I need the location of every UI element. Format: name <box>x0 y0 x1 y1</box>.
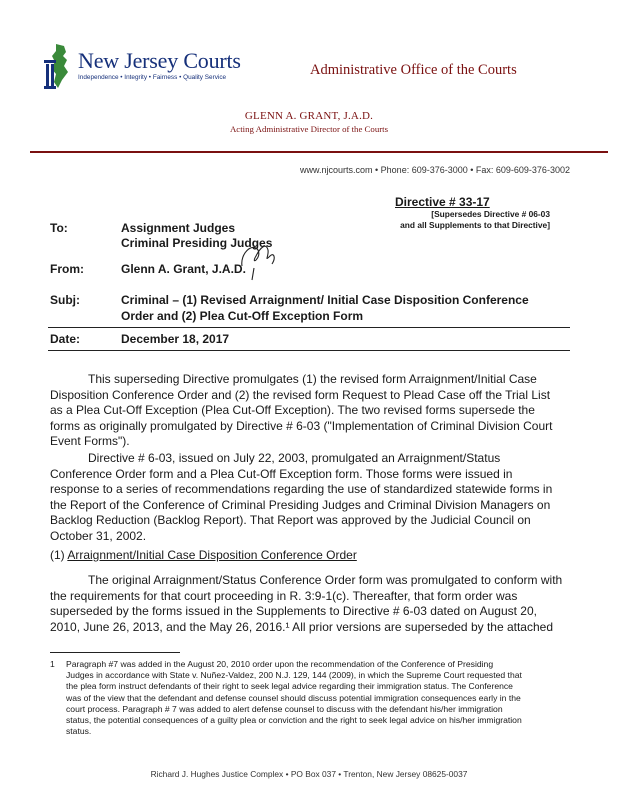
page-footer: Richard J. Hughes Justice Complex • PO Box 037 • Trenton, New Jersey 08625-0037 <box>150 769 468 779</box>
logo-tagline: Independence • Integrity • Fairness • Quality Service <box>78 74 227 81</box>
director-title: Acting Administrative Director of the Courts <box>229 124 389 134</box>
section-heading: (1) Arraignment/Initial Case Disposition Conference Order <box>50 548 357 562</box>
to-label: To: <box>50 221 68 235</box>
date-value: December 18, 2017 <box>121 332 230 346</box>
subj-line-2: Order and (2) Plea Cut-Off Exception Form <box>121 309 364 323</box>
logo-text: New Jersey Courts <box>78 48 241 73</box>
director-name: GLENN A. GRANT, J.A.D. <box>244 110 374 122</box>
paragraph-3: The original Arraignment/Status Conference Order form was promulgated to conform with the requirements for that court proceeding in R. 3:9-1(c). Thereafter, that form order was superseded by the forms issued in the Supplements to Directive # 6-03 dated on August 20, 2010, June 26, 2013, and the May 26, 2016.¹ All prior versions are superseded by the attached <box>50 573 563 634</box>
subj-label: Subj: <box>50 293 80 307</box>
to-line-1: Assignment Judges <box>121 221 236 235</box>
footnote: 1 Paragraph #7 was added in the August 20, 2010 order upon the recommendation of the Conference of Presiding Judges in accordance with State v. Nuñez-Valdez, 200 N.J. 129, 144 (2009), in which the Supreme Court requested that the plea form instruct defendants of their right to seek legal advice regarding their immigration status. The Conference was of the view that the defendant and defense counsel should discuss potential immigration consequences early in the court process. Paragraph # 7 was added to alert defense counsel to discuss with the defendant his/her immigration status, the potential consequences of a guilty plea or conviction and the right to seek legal advice on his/her immigration status. <box>50 659 522 737</box>
paragraph-2: Directive # 6-03, issued on July 22, 2003, promulgated an Arraignment/Status Conference Order form and a Plea Cut-Off Exception form. Those forms were issued in response to a series of recommendations regarding the use of standardized statewide forms in the Report of the Conference of Criminal Presiding Judges and Criminal Division Managers on Backlog Reduction (Backlog Report). That Report was approved by the Judicial Council on October 31, 2002. <box>50 451 553 543</box>
supersedes-line-1: [Supersedes Directive # 06-03 <box>431 209 550 219</box>
subj-line-1: Criminal – (1) Revised Arraignment/ Initial Case Disposition Conference <box>121 293 529 307</box>
directive-number: Directive # 33-17 <box>395 195 490 209</box>
signature-icon <box>236 236 280 282</box>
footnote-divider <box>50 652 180 653</box>
footnote-number: 1 <box>50 659 55 669</box>
nj-state-icon <box>42 42 76 90</box>
office-name: Administrative Office of the Courts <box>310 62 517 78</box>
letterhead-divider <box>30 151 608 153</box>
contact-line: www.njcourts.com • Phone: 609-376-3000 • Fax: 609-609-376-3002 <box>300 165 570 175</box>
header-divider-1 <box>48 327 570 328</box>
from-value: Glenn A. Grant, J.A.D. <box>121 262 246 276</box>
date-label: Date: <box>50 332 81 346</box>
nj-courts-logo <box>42 42 242 92</box>
header-divider-2 <box>48 350 570 351</box>
to-line-2: Criminal Presiding Judges <box>121 236 273 250</box>
from-label: From: <box>50 262 84 276</box>
paragraph-1: This superseding Directive promulgates (1) the revised form Arraignment/Initial Case Disposition Conference Order and (2) the revised form Request to Plead Case off the Trial List as a Plea Cut-Off Exception (Plea Cut-Off Exception). The two revised forms supersede the forms as originally promulgated by Directive # 6-03 ("Implementation of Criminal Division Court Event Forms"). <box>50 372 553 448</box>
supersedes-line-2: and all Supplements to that Directive] <box>400 220 550 230</box>
